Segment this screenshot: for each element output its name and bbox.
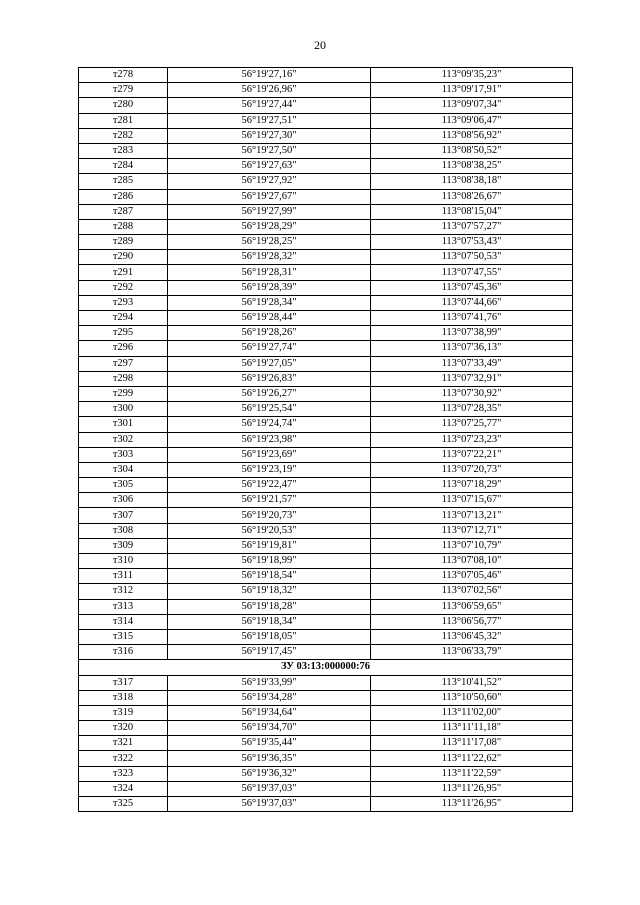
point-id-cell: т325 bbox=[79, 797, 168, 812]
longitude-cell: 113°11'26,95" bbox=[371, 797, 573, 812]
point-id-cell: т295 bbox=[79, 326, 168, 341]
point-id-cell: т307 bbox=[79, 508, 168, 523]
latitude-cell: 56°19'27,30" bbox=[168, 128, 371, 143]
latitude-cell: 56°19'34,70" bbox=[168, 721, 371, 736]
table-row bbox=[79, 705, 573, 720]
table-row bbox=[79, 645, 573, 660]
table-row bbox=[79, 204, 573, 219]
point-id-cell: т302 bbox=[79, 432, 168, 447]
point-id-cell: т315 bbox=[79, 629, 168, 644]
longitude-cell: 113°09'35,23" bbox=[371, 68, 573, 83]
table-row bbox=[79, 432, 573, 447]
point-id-cell: т293 bbox=[79, 295, 168, 310]
point-id-cell: т311 bbox=[79, 569, 168, 584]
latitude-cell: 56°19'36,32" bbox=[168, 766, 371, 781]
longitude-cell: 113°09'17,91" bbox=[371, 83, 573, 98]
table-row bbox=[79, 250, 573, 265]
latitude-cell: 56°19'20,73" bbox=[168, 508, 371, 523]
table-row bbox=[79, 174, 573, 189]
point-id-cell: т298 bbox=[79, 371, 168, 386]
table-row bbox=[79, 83, 573, 98]
longitude-cell: 113°07'47,55" bbox=[371, 265, 573, 280]
longitude-cell: 113°08'38,25" bbox=[371, 159, 573, 174]
point-id-cell: т287 bbox=[79, 204, 168, 219]
point-id-cell: т278 bbox=[79, 68, 168, 83]
point-id-cell: т313 bbox=[79, 599, 168, 614]
table-row bbox=[79, 599, 573, 614]
longitude-cell: 113°08'38,18" bbox=[371, 174, 573, 189]
table-row bbox=[79, 447, 573, 462]
table-row bbox=[79, 584, 573, 599]
point-id-cell: т282 bbox=[79, 128, 168, 143]
latitude-cell: 56°19'21,57" bbox=[168, 493, 371, 508]
longitude-cell: 113°07'45,36" bbox=[371, 280, 573, 295]
point-id-cell: т303 bbox=[79, 447, 168, 462]
longitude-cell: 113°07'15,67" bbox=[371, 493, 573, 508]
longitude-cell: 113°11'11,18" bbox=[371, 721, 573, 736]
longitude-cell: 113°07'12,71" bbox=[371, 523, 573, 538]
longitude-cell: 113°09'07,34" bbox=[371, 98, 573, 113]
latitude-cell: 56°19'20,53" bbox=[168, 523, 371, 538]
table-row bbox=[79, 128, 573, 143]
table-row bbox=[79, 219, 573, 234]
latitude-cell: 56°19'27,74" bbox=[168, 341, 371, 356]
point-id-cell: т305 bbox=[79, 478, 168, 493]
longitude-cell: 113°07'41,76" bbox=[371, 311, 573, 326]
longitude-cell: 113°07'57,27" bbox=[371, 219, 573, 234]
point-id-cell: т281 bbox=[79, 113, 168, 128]
latitude-cell: 56°19'27,50" bbox=[168, 143, 371, 158]
table-row bbox=[79, 736, 573, 751]
table-row bbox=[79, 113, 573, 128]
table-row bbox=[79, 143, 573, 158]
latitude-cell: 56°19'18,54" bbox=[168, 569, 371, 584]
latitude-cell: 56°19'27,05" bbox=[168, 356, 371, 371]
longitude-cell: 113°07'08,10" bbox=[371, 554, 573, 569]
point-id-cell: т289 bbox=[79, 235, 168, 250]
table-row bbox=[79, 614, 573, 629]
longitude-cell: 113°07'13,21" bbox=[371, 508, 573, 523]
point-id-cell: т324 bbox=[79, 781, 168, 796]
longitude-cell: 113°09'06,47" bbox=[371, 113, 573, 128]
table-row bbox=[79, 371, 573, 386]
point-id-cell: т299 bbox=[79, 386, 168, 401]
latitude-cell: 56°19'28,25" bbox=[168, 235, 371, 250]
latitude-cell: 56°19'28,29" bbox=[168, 219, 371, 234]
point-id-cell: т317 bbox=[79, 675, 168, 690]
section-title: ЗУ 03:13:000000:76 bbox=[79, 660, 573, 675]
latitude-cell: 56°19'23,19" bbox=[168, 462, 371, 477]
longitude-cell: 113°07'44,66" bbox=[371, 295, 573, 310]
longitude-cell: 113°11'26,95" bbox=[371, 781, 573, 796]
point-id-cell: т300 bbox=[79, 402, 168, 417]
latitude-cell: 56°19'35,44" bbox=[168, 736, 371, 751]
table-row bbox=[79, 235, 573, 250]
latitude-cell: 56°19'28,39" bbox=[168, 280, 371, 295]
point-id-cell: т301 bbox=[79, 417, 168, 432]
table-row bbox=[79, 356, 573, 371]
point-id-cell: т314 bbox=[79, 614, 168, 629]
table-row bbox=[79, 417, 573, 432]
longitude-cell: 113°07'20,73" bbox=[371, 462, 573, 477]
latitude-cell: 56°19'28,31" bbox=[168, 265, 371, 280]
table-row bbox=[79, 538, 573, 553]
point-id-cell: т316 bbox=[79, 645, 168, 660]
coordinates-table bbox=[78, 67, 573, 812]
point-id-cell: т286 bbox=[79, 189, 168, 204]
longitude-cell: 113°07'18,29" bbox=[371, 478, 573, 493]
table-row bbox=[79, 341, 573, 356]
longitude-cell: 113°06'56,77" bbox=[371, 614, 573, 629]
point-id-cell: т309 bbox=[79, 538, 168, 553]
latitude-cell: 56°19'27,44" bbox=[168, 98, 371, 113]
point-id-cell: т284 bbox=[79, 159, 168, 174]
longitude-cell: 113°07'25,77" bbox=[371, 417, 573, 432]
longitude-cell: 113°07'02,56" bbox=[371, 584, 573, 599]
point-id-cell: т291 bbox=[79, 265, 168, 280]
longitude-cell: 113°11'17,08" bbox=[371, 736, 573, 751]
latitude-cell: 56°19'23,98" bbox=[168, 432, 371, 447]
point-id-cell: т310 bbox=[79, 554, 168, 569]
longitude-cell: 113°07'32,91" bbox=[371, 371, 573, 386]
point-id-cell: т279 bbox=[79, 83, 168, 98]
point-id-cell: т318 bbox=[79, 690, 168, 705]
longitude-cell: 113°06'45,32" bbox=[371, 629, 573, 644]
table-row bbox=[79, 295, 573, 310]
longitude-cell: 113°11'02,00" bbox=[371, 705, 573, 720]
longitude-cell: 113°11'22,62" bbox=[371, 751, 573, 766]
table-row bbox=[79, 402, 573, 417]
point-id-cell: т321 bbox=[79, 736, 168, 751]
table-row bbox=[79, 797, 573, 812]
table-row bbox=[79, 98, 573, 113]
table-row bbox=[79, 554, 573, 569]
table-row bbox=[79, 265, 573, 280]
longitude-cell: 113°10'50,60" bbox=[371, 690, 573, 705]
section-header-row bbox=[79, 660, 573, 675]
latitude-cell: 56°19'28,44" bbox=[168, 311, 371, 326]
point-id-cell: т306 bbox=[79, 493, 168, 508]
point-id-cell: т323 bbox=[79, 766, 168, 781]
latitude-cell: 56°19'37,03" bbox=[168, 781, 371, 796]
point-id-cell: т320 bbox=[79, 721, 168, 736]
table-row bbox=[79, 478, 573, 493]
latitude-cell: 56°19'23,69" bbox=[168, 447, 371, 462]
latitude-cell: 56°19'24,74" bbox=[168, 417, 371, 432]
point-id-cell: т296 bbox=[79, 341, 168, 356]
latitude-cell: 56°19'25,54" bbox=[168, 402, 371, 417]
longitude-cell: 113°07'38,99" bbox=[371, 326, 573, 341]
longitude-cell: 113°07'05,46" bbox=[371, 569, 573, 584]
table-row bbox=[79, 781, 573, 796]
latitude-cell: 56°19'33,99" bbox=[168, 675, 371, 690]
longitude-cell: 113°06'59,65" bbox=[371, 599, 573, 614]
latitude-cell: 56°19'18,99" bbox=[168, 554, 371, 569]
latitude-cell: 56°19'26,96" bbox=[168, 83, 371, 98]
latitude-cell: 56°19'27,67" bbox=[168, 189, 371, 204]
point-id-cell: т288 bbox=[79, 219, 168, 234]
latitude-cell: 56°19'27,63" bbox=[168, 159, 371, 174]
table-row bbox=[79, 462, 573, 477]
longitude-cell: 113°07'33,49" bbox=[371, 356, 573, 371]
table-row bbox=[79, 311, 573, 326]
longitude-cell: 113°07'23,23" bbox=[371, 432, 573, 447]
latitude-cell: 56°19'27,92" bbox=[168, 174, 371, 189]
latitude-cell: 56°19'18,05" bbox=[168, 629, 371, 644]
point-id-cell: т294 bbox=[79, 311, 168, 326]
longitude-cell: 113°07'10,79" bbox=[371, 538, 573, 553]
longitude-cell: 113°08'26,67" bbox=[371, 189, 573, 204]
latitude-cell: 56°19'36,35" bbox=[168, 751, 371, 766]
page-number: 20 bbox=[314, 38, 326, 52]
point-id-cell: т285 bbox=[79, 174, 168, 189]
table-row bbox=[79, 326, 573, 341]
latitude-cell: 56°19'27,51" bbox=[168, 113, 371, 128]
longitude-cell: 113°11'22,59" bbox=[371, 766, 573, 781]
latitude-cell: 56°19'28,26" bbox=[168, 326, 371, 341]
longitude-cell: 113°10'41,52" bbox=[371, 675, 573, 690]
table-row bbox=[79, 569, 573, 584]
table-row bbox=[79, 280, 573, 295]
table-row bbox=[79, 508, 573, 523]
table-row bbox=[79, 766, 573, 781]
table-row bbox=[79, 386, 573, 401]
table-row bbox=[79, 721, 573, 736]
table-row bbox=[79, 159, 573, 174]
point-id-cell: т322 bbox=[79, 751, 168, 766]
table-row bbox=[79, 493, 573, 508]
point-id-cell: т292 bbox=[79, 280, 168, 295]
point-id-cell: т308 bbox=[79, 523, 168, 538]
table-row bbox=[79, 68, 573, 83]
latitude-cell: 56°19'34,28" bbox=[168, 690, 371, 705]
point-id-cell: т319 bbox=[79, 705, 168, 720]
point-id-cell: т283 bbox=[79, 143, 168, 158]
latitude-cell: 56°19'18,28" bbox=[168, 599, 371, 614]
latitude-cell: 56°19'34,64" bbox=[168, 705, 371, 720]
latitude-cell: 56°19'18,34" bbox=[168, 614, 371, 629]
latitude-cell: 56°19'22,47" bbox=[168, 478, 371, 493]
latitude-cell: 56°19'27,99" bbox=[168, 204, 371, 219]
point-id-cell: т280 bbox=[79, 98, 168, 113]
longitude-cell: 113°07'22,21" bbox=[371, 447, 573, 462]
point-id-cell: т304 bbox=[79, 462, 168, 477]
point-id-cell: т290 bbox=[79, 250, 168, 265]
longitude-cell: 113°07'36,13" bbox=[371, 341, 573, 356]
longitude-cell: 113°07'30,92" bbox=[371, 386, 573, 401]
table-row bbox=[79, 675, 573, 690]
latitude-cell: 56°19'28,32" bbox=[168, 250, 371, 265]
latitude-cell: 56°19'27,16" bbox=[168, 68, 371, 83]
point-id-cell: т297 bbox=[79, 356, 168, 371]
latitude-cell: 56°19'17,45" bbox=[168, 645, 371, 660]
latitude-cell: 56°19'18,32" bbox=[168, 584, 371, 599]
coordinates-table-body bbox=[79, 68, 573, 812]
longitude-cell: 113°06'33,79" bbox=[371, 645, 573, 660]
table-row bbox=[79, 629, 573, 644]
longitude-cell: 113°07'53,43" bbox=[371, 235, 573, 250]
longitude-cell: 113°08'56,92" bbox=[371, 128, 573, 143]
latitude-cell: 56°19'26,83" bbox=[168, 371, 371, 386]
longitude-cell: 113°07'28,35" bbox=[371, 402, 573, 417]
latitude-cell: 56°19'28,34" bbox=[168, 295, 371, 310]
longitude-cell: 113°07'50,53" bbox=[371, 250, 573, 265]
table-row bbox=[79, 751, 573, 766]
longitude-cell: 113°08'15,04" bbox=[371, 204, 573, 219]
point-id-cell: т312 bbox=[79, 584, 168, 599]
longitude-cell: 113°08'50,52" bbox=[371, 143, 573, 158]
table-row bbox=[79, 189, 573, 204]
latitude-cell: 56°19'37,03" bbox=[168, 797, 371, 812]
table-row bbox=[79, 523, 573, 538]
latitude-cell: 56°19'26,27" bbox=[168, 386, 371, 401]
latitude-cell: 56°19'19,81" bbox=[168, 538, 371, 553]
table-row bbox=[79, 690, 573, 705]
